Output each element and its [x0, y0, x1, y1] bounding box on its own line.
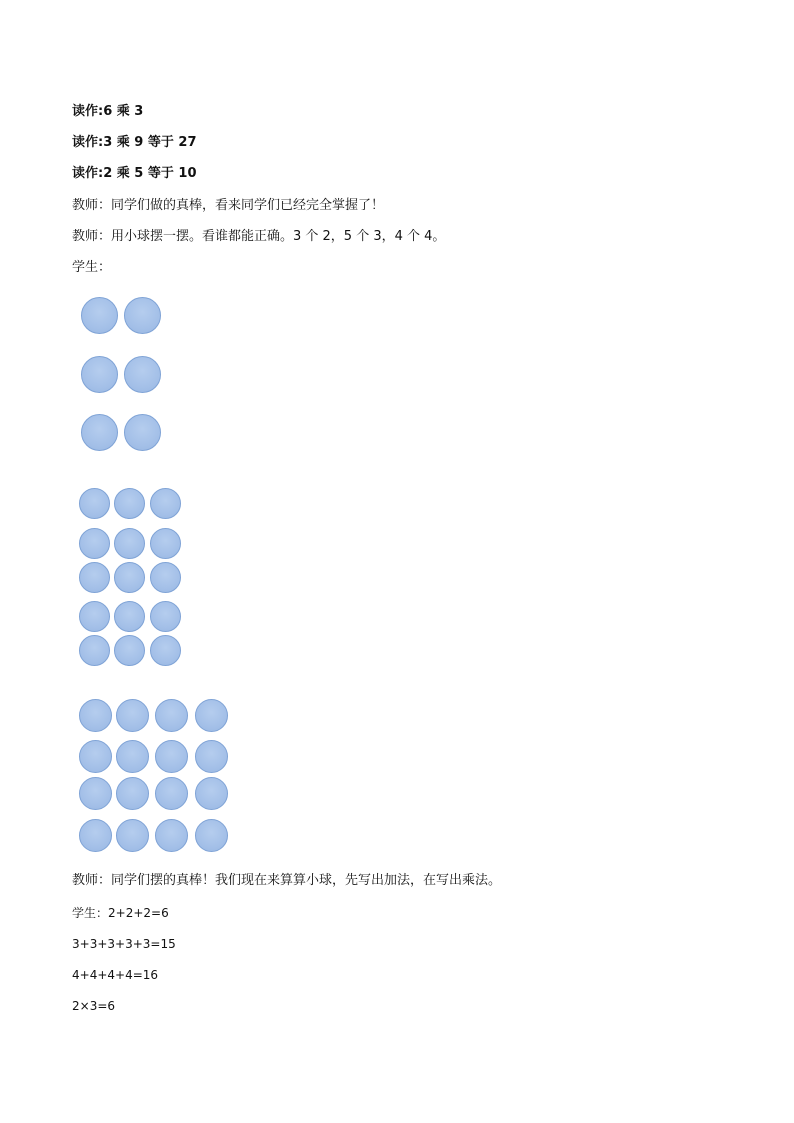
- student-equation-1: 学生：2+2+2=6: [72, 906, 169, 920]
- ball: [155, 819, 188, 852]
- ball: [150, 635, 181, 666]
- ball: [81, 297, 118, 334]
- reading-line-1: 读作:6 乘 3: [72, 104, 144, 119]
- equation-2: 3+3+3+3+3=15: [72, 937, 176, 951]
- ball: [155, 777, 188, 810]
- ball: [114, 528, 145, 559]
- teacher-line-praise: 教师：同学们做的真棒，看来同学们已经完全掌握了！: [72, 198, 385, 213]
- ball: [114, 488, 145, 519]
- ball: [81, 356, 118, 393]
- ball: [79, 777, 112, 810]
- ball: [195, 699, 228, 732]
- ball: [150, 528, 181, 559]
- ball: [150, 562, 181, 593]
- ball: [81, 414, 118, 451]
- ball: [79, 819, 112, 852]
- reading-line-2: 读作:3 乘 9 等于 27: [72, 135, 197, 150]
- ball: [114, 635, 145, 666]
- ball: [114, 601, 145, 632]
- ball: [195, 777, 228, 810]
- ball: [116, 777, 149, 810]
- ball: [150, 488, 181, 519]
- ball: [150, 601, 181, 632]
- ball: [195, 819, 228, 852]
- ball: [79, 699, 112, 732]
- ball: [116, 740, 149, 773]
- ball: [124, 356, 161, 393]
- equation-3: 4+4+4+4=16: [72, 968, 159, 982]
- equation-4: 2×3=6: [72, 999, 116, 1013]
- teacher-line-instruction: 教师：用小球摆一摆。看谁都能正确。3 个 2，5 个 3，4 个 4。: [72, 229, 446, 244]
- ball: [155, 699, 188, 732]
- ball: [79, 740, 112, 773]
- student-label: 学生：: [72, 260, 112, 275]
- ball: [195, 740, 228, 773]
- ball: [116, 699, 149, 732]
- ball: [116, 819, 149, 852]
- reading-line-3: 读作:2 乘 5 等于 10: [72, 166, 197, 181]
- ball: [124, 297, 161, 334]
- ball: [155, 740, 188, 773]
- ball: [114, 562, 145, 593]
- ball: [124, 414, 161, 451]
- ball: [79, 488, 110, 519]
- ball: [79, 528, 110, 559]
- ball: [79, 601, 110, 632]
- ball: [79, 562, 110, 593]
- ball: [79, 635, 110, 666]
- teacher-line-calculate: 教师：同学们摆的真棒！我们现在来算算小球，先写出加法，在写出乘法。: [72, 873, 502, 888]
